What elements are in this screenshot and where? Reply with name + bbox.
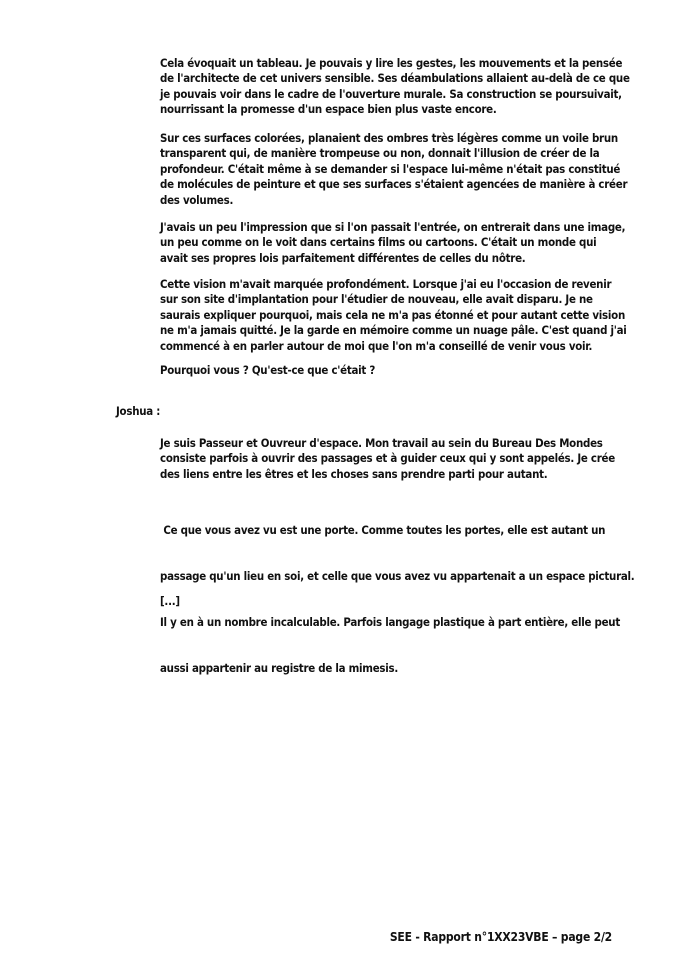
text-line: Cela évoquait un tableau. Je pouvais y lire les gestes, les mouvements et la pensée	[160, 56, 623, 70]
paragraph-joshua-2	[160, 492, 634, 708]
text-line: transparent qui, de manière trompeuse ou non, donnait l'illusion de créer de la	[160, 146, 600, 161]
text-line: des volumes.	[160, 192, 234, 207]
text-line: avait ses propres lois parfaitement différentes de celles du nôtre.	[160, 250, 526, 265]
paragraph-question	[160, 363, 375, 378]
text-line: Cette vision m'avait marquée profondément. Lorsque j'ai eu l'occasion de revenir	[160, 277, 612, 291]
text-line: des liens entre les êtres et les choses sans prendre parti pour autant.	[160, 466, 548, 481]
text-line: ne m'a jamais quitté. Je la garde en mémoire comme un nuage pâle. C'est quand j'ai	[160, 323, 627, 338]
paragraph-intro-1	[160, 56, 630, 118]
text-line: de molécules de peinture et que ses surfaces s'étaient agencées de manière à créer	[160, 177, 628, 192]
paragraph-joshua-1	[160, 436, 615, 482]
paragraph-intro-3	[160, 220, 625, 266]
text-line: je pouvais voir dans le cadre de l'ouverture murale. Sa construction se poursuivait,	[160, 86, 622, 101]
text-line: nourrissant la promesse d'un espace bien plus vaste encore.	[160, 102, 497, 117]
text-line: saurais expliquer pourquoi, mais cela ne m'a pas étonné et pour autant cette vision	[160, 307, 625, 322]
page-footer: SEE - Rapport n°1XX23VBE – page 2/2	[389, 930, 612, 944]
ellipsis-text: [...]	[160, 594, 180, 608]
text-line: Sur ces surfaces colorées, planaient des ombres très légères comme un voile brun	[160, 131, 618, 145]
text-line: Je suis Passeur et Ouvreur d'espace. Mon travail au sein du Bureau Des Mondes	[160, 436, 603, 450]
text-line: Ce que vous avez vu est une porte. Comme toutes les portes, elle est autant un	[160, 522, 606, 537]
speaker-label	[116, 404, 160, 419]
text-line: Il y en à un nombre incalculable. Parfois langage plastique à part entière, elle peut	[160, 615, 620, 630]
text-line: sur son site d'implantation pour l'étudier de nouveau, elle avait disparu. Je ne	[160, 292, 593, 307]
text-line: consiste parfois à ouvrir des passages et à guider ceux qui y sont appelés. Je crée	[160, 451, 615, 466]
text-line: J'avais un peu l'impression que si l'on passait l'entrée, on entrerait dans une image,	[160, 220, 626, 234]
text-line: aussi appartenir au registre de la mimesis.	[160, 661, 399, 676]
speaker-name: Joshua :	[116, 404, 161, 418]
text-line: Pourquoi vous ? Qu'est-ce que c'était ?	[160, 363, 376, 377]
text-line: de l'architecte de cet univers sensible. Ses déambulations allaient au-delà de ce que	[160, 71, 630, 86]
ellipsis-marker	[160, 594, 180, 609]
paragraph-intro-4	[160, 277, 627, 354]
text-line: profondeur. C'était même à se demander si l'espace lui-même n'était pas constitué	[160, 161, 621, 176]
text-line: un peu comme on le voit dans certains films ou cartoons. C'était un monde qui	[160, 235, 597, 250]
paragraph-intro-2	[160, 131, 627, 208]
text-line: commencé à en parler autour de moi que l'on m'a conseillé de venir vous voir.	[160, 338, 593, 353]
text-line: passage qu'un lieu en soi, et celle que vous avez vu appartenait a un espace pictural.	[160, 569, 635, 584]
